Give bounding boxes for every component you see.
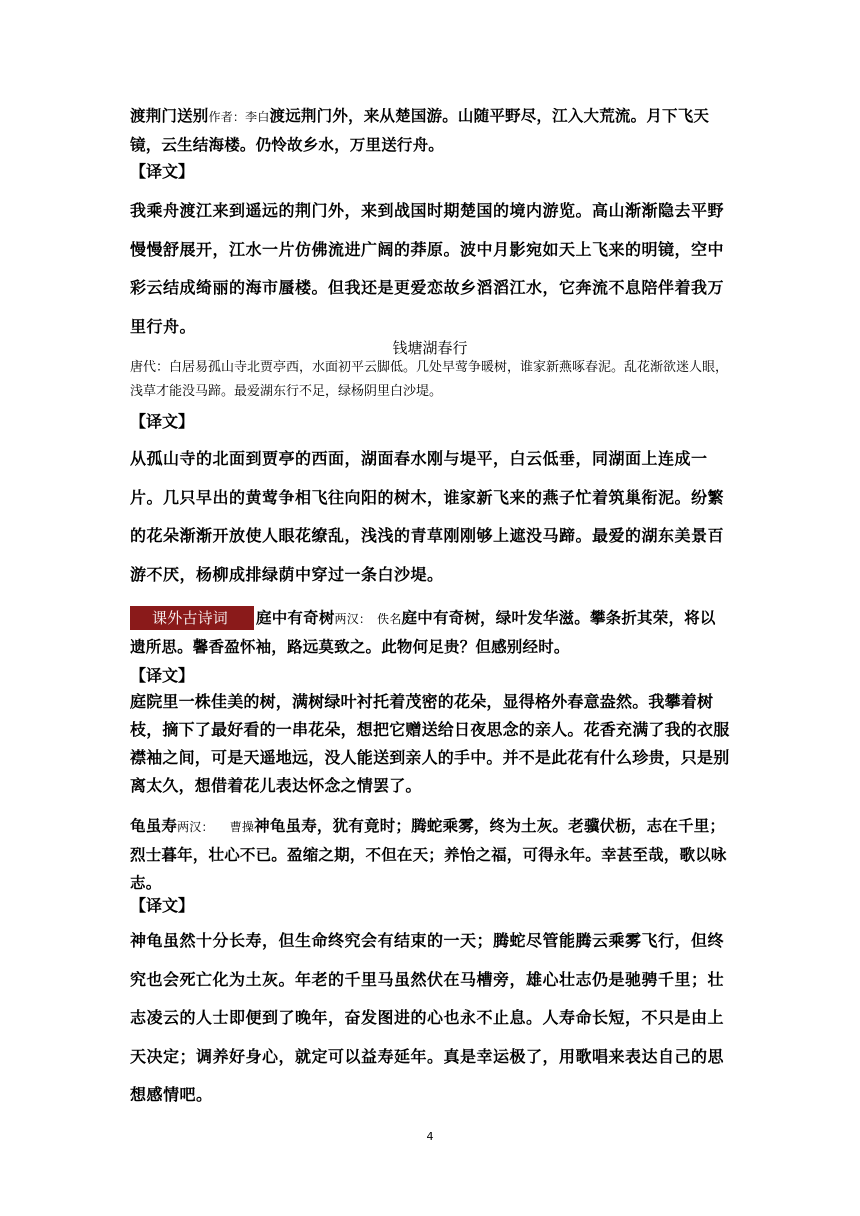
poem-1-title: 渡荆门送别: [130, 107, 209, 125]
translation-label-1: 【译文】: [130, 162, 195, 181]
translation-label-3: 【译文】: [130, 666, 195, 685]
poem-2-text: 孤山寺北贾亭西，水面初平云脚低。几处早莺争暖树，谁家新燕啄春泥。乱花渐欲迷人眼，浅草才能没马蹄。最爱湖东行不足，绿杨阴里白沙堤。: [130, 360, 729, 399]
poem-3-era: 两汉：: [334, 612, 372, 626]
poem-3-text: 庭中有奇树，绿叶发华滋。攀条折其荣，将以遗所思。馨香盈怀袖，路远莫致之。此物何足贵？但感别经时。: [130, 609, 716, 656]
poem-4-text: 神龟虽寿，犹有竟时；腾蛇乘雾，终为土灰。老骥伏枥，志在千里；烈士暮年，壮心不已。盈缩之期，不但在天；养怡之福，可得永年。幸甚至哉，歌以咏志。: [130, 817, 727, 892]
poem-1-text: 渡远荆门外，来从楚国游。山随平野尽，江入大荒流。月下飞天镜，云生结海楼。仍怜故乡水，万里送行舟。: [130, 107, 710, 154]
translation-2: 从孤山寺的北面到贾亭的西面，湖面春水刚与堤平，白云低垂，同湖面上连成一片。几只早出的黄莺争相飞往向阳的树木，谁家新飞来的燕子忙着筑巢衔泥。纷繁的花朵渐渐开放使人眼花缭乱，浅浅的青草刚刚够上遮没马蹄。最爱的湖东美景百游不厌，杨柳成排绿荫中穿过一条白沙堤。: [130, 449, 725, 584]
poem-1: [130, 102, 730, 159]
translation-label-4: 【译文】: [130, 896, 195, 915]
translation-label-2: 【译文】: [130, 412, 195, 431]
page-number: 4: [426, 1130, 434, 1143]
poem-2-title: 钱塘湖春行: [392, 339, 468, 357]
poem-1-author: 作者：李白: [208, 110, 270, 124]
poem-2: [130, 356, 730, 404]
poem-4-author: 曹操: [229, 820, 255, 834]
poem-2-author: 唐代：白居易: [130, 360, 209, 375]
section-badge: 课外古诗词: [130, 606, 254, 630]
poem-4: [130, 812, 730, 897]
poem-3-title: 庭中有奇树: [256, 609, 335, 627]
poem-4-title: 龟虽寿: [130, 817, 178, 835]
poem-3: [130, 604, 730, 661]
poem-3-author: 佚名: [377, 612, 402, 626]
translation-3: 庭院里一株佳美的树，满树绿叶衬托着茂密的花朵，显得格外春意盎然。我攀着树枝，摘下了最好看的一串花朵，想把它赠送给日夜思念的亲人。花香充满了我的衣服襟袖之间，可是天遥地远，没人能送到亲人的手中。并不是此花有什么珍贵，只是别离太久，想借着花儿表达怀念之情罢了。: [130, 692, 730, 795]
poem-4-era: 两汉：: [177, 820, 214, 834]
translation-4: 神龟虽然十分长寿，但生命终究会有结束的一天；腾蛇尽管能腾云乘雾飞行，但终究也会死亡化为土灰。年老的千里马虽然伏在马槽旁，雄心壮志仍是驰骋千里；壮志凌云的人士即便到了晚年，奋发图进的心也永不止息。人寿命长短，不只是由上天决定；调养好身心，就定可以益寿延年。真是幸运极了，用歌唱来表达自己的思想感情吧。: [130, 931, 725, 1104]
translation-1: 我乘舟渡江来到遥远的荆门外，来到战国时期楚国的境内游览。高山渐渐隐去平野慢慢舒展开，江水一片仿佛流进广阔的莽原。波中月影宛如天上飞来的明镜，空中彩云结成绮丽的海市蜃楼。但我还是更爱恋故乡滔滔江水，它奔流不息陪伴着我万里行舟。: [130, 201, 725, 336]
